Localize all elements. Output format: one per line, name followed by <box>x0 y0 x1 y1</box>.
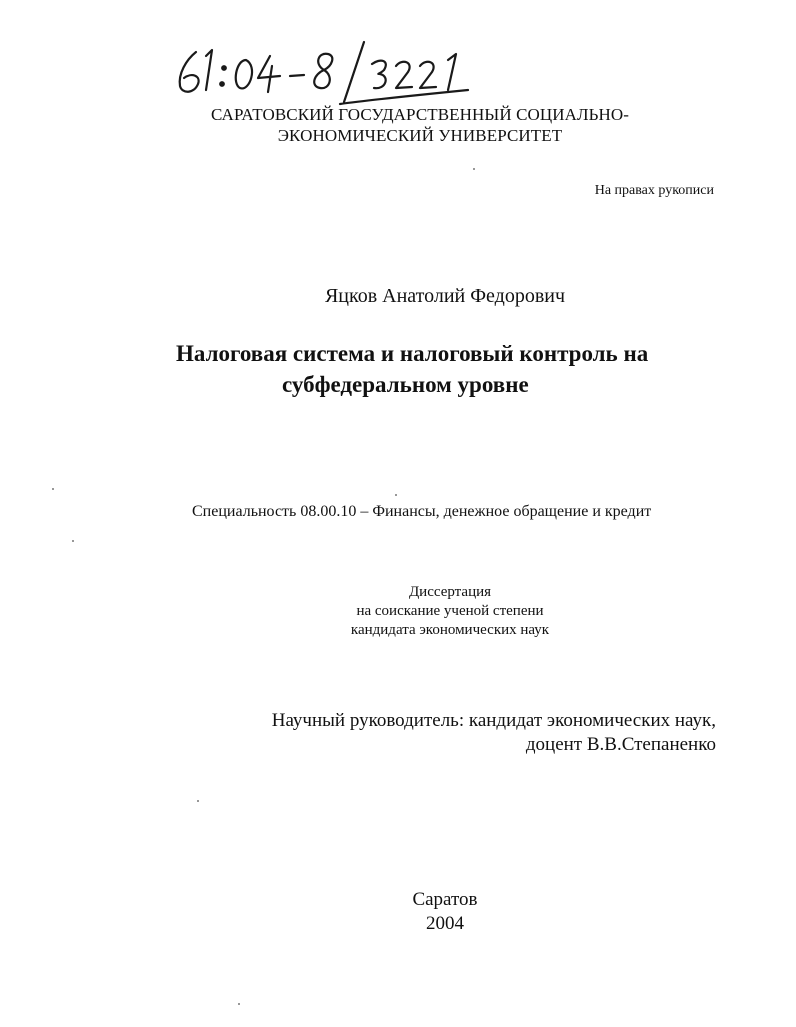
scan-speck <box>473 168 475 170</box>
degree-statement <box>220 583 680 640</box>
handwritten-archive-number <box>168 30 488 110</box>
degree-line-2: на соискание ученой степени <box>356 603 544 619</box>
supervisor-line-2: доцент В.В.Степаненко <box>525 734 716 755</box>
scan-speck <box>197 800 199 802</box>
specialty: Специальность 08.00.10 – Финансы, денежное обращение и кредит <box>192 503 652 520</box>
author-name: Яцков Анатолий Федорович <box>324 285 566 307</box>
scan-speck <box>238 1003 240 1005</box>
dissertation-title-line-2: субфедеральном уровне <box>282 372 529 397</box>
year: 2004 <box>426 913 464 934</box>
scan-speck <box>395 494 397 496</box>
handwritten-archive-number-drawing <box>168 30 488 110</box>
rights-note: На правах рукописи <box>594 183 714 198</box>
university-line-2: ЭКОНОМИЧЕСКИЙ УНИВЕРСИТЕТ <box>277 126 563 145</box>
city: Саратов <box>412 889 478 910</box>
scan-speck <box>72 540 74 542</box>
city-year <box>330 888 560 936</box>
supervisor-line-1: Научный руководитель: кандидат экономических наук, <box>271 710 716 731</box>
university-line-1: САРАТОВСКИЙ ГОСУДАРСТВЕННЫЙ СОЦИАЛЬНО- <box>210 105 630 124</box>
university-name <box>150 104 690 146</box>
dissertation-title-line-1: Налоговая система и налоговый контроль на <box>176 341 649 366</box>
degree-line-1: Диссертация <box>408 584 492 600</box>
degree-line-3: кандидата экономических наук <box>350 622 550 638</box>
scan-speck <box>52 488 54 490</box>
